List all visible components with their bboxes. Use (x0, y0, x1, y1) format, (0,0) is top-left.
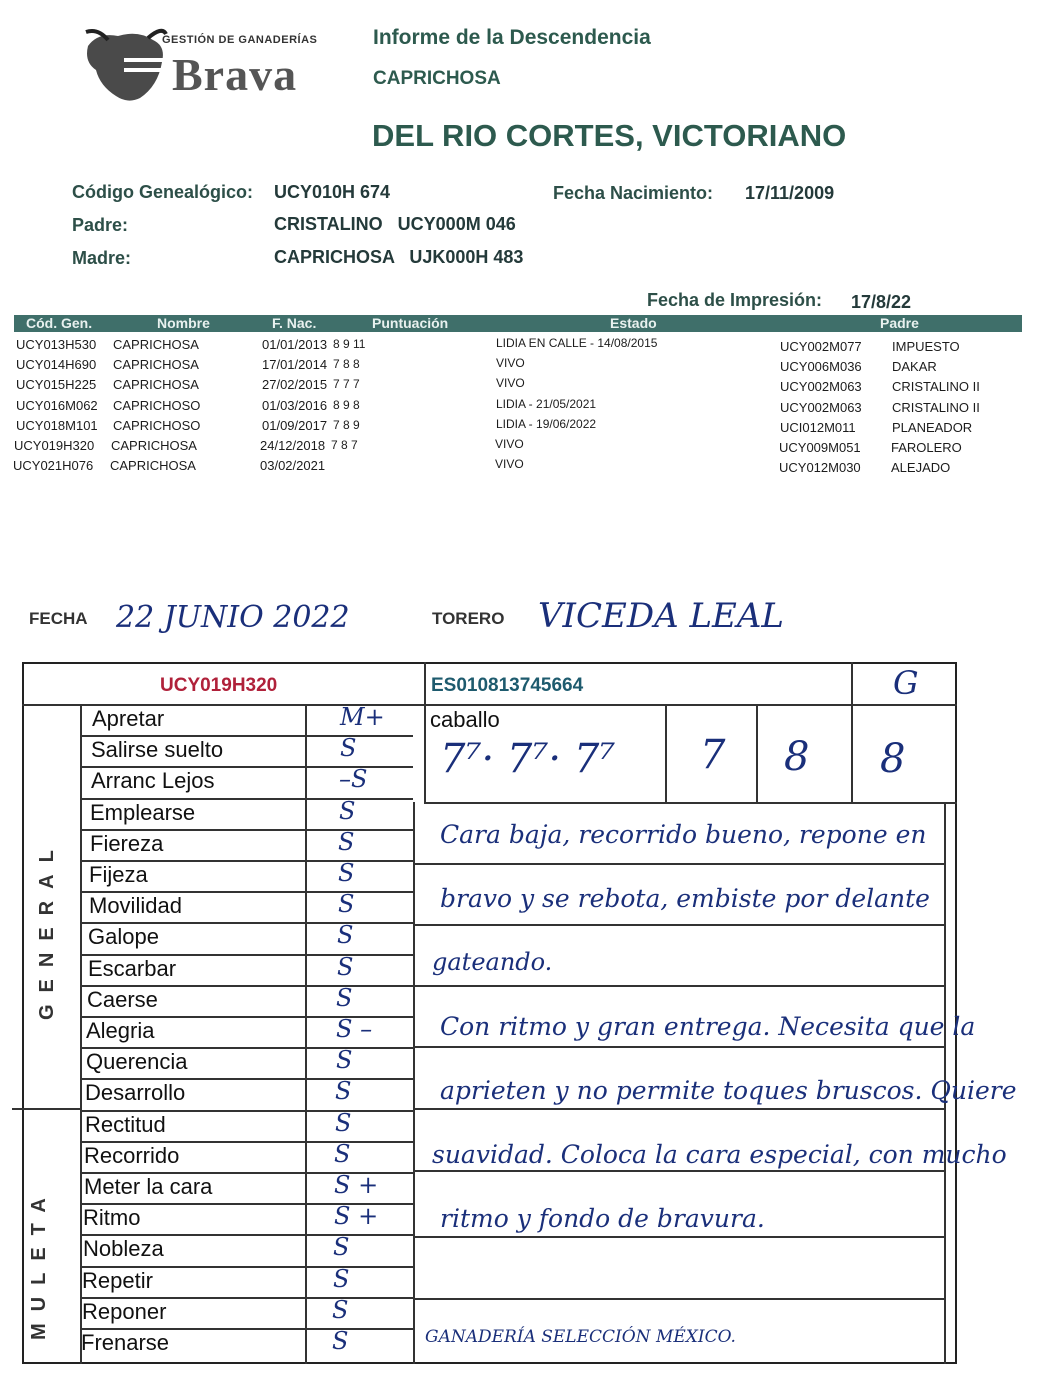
cell-cod: UCY016M062 (16, 398, 98, 413)
fecha-value: 22 JUNIO 2022 (116, 600, 350, 635)
padre-label: Padre: (72, 215, 129, 235)
attribute-mark: S – (336, 1015, 373, 1043)
attribute-mark: S + (334, 1202, 379, 1231)
comment-rule (413, 1170, 945, 1172)
score-2: 8 (784, 734, 810, 780)
cell-padre-cod: UCY002M063 (780, 400, 862, 415)
cell-punt: 7 8 9 (333, 418, 360, 432)
table-row (0, 438, 1040, 458)
attribute-mark: –S (339, 765, 368, 794)
attribute-label: Querencia (86, 1049, 188, 1075)
cell-cod: UCY014H690 (16, 357, 97, 372)
cell-cod: UCY021H076 (13, 458, 94, 473)
attribute-mark: S (335, 1077, 352, 1106)
mark-column-divider (305, 704, 307, 1364)
attribute-label: Galope (88, 924, 159, 950)
attribute-label: Nobleza (83, 1236, 164, 1262)
score-1: 7 (700, 732, 726, 778)
attribute-mark: S (339, 796, 356, 825)
col-fnac: F. Nac. (272, 315, 317, 331)
cell-cod: UCY015H225 (16, 377, 97, 392)
cell-estado: VIVO (496, 356, 525, 370)
attribute-mark: S (332, 1295, 349, 1324)
comment-rule (413, 863, 945, 865)
cell-fnac: 27/02/2015 (262, 377, 328, 392)
cell-nombre: CAPRICHOSA (111, 438, 197, 453)
caballo-value: 7⁷· 7⁷· 7⁷ (440, 736, 616, 782)
padre-value: CRISTALINO UCY000M 046 (274, 214, 516, 234)
impresion-label: Fecha de Impresión: (647, 290, 823, 310)
comment-rule (413, 924, 945, 926)
cell-padre-nombre: IMPUESTO (892, 339, 960, 354)
cell-padre-nombre: DAKAR (892, 359, 937, 374)
codigo-label: Código Genealógico: (72, 182, 254, 202)
cell-fnac: 01/03/2016 (262, 398, 328, 413)
attribute-label: Desarrollo (85, 1080, 186, 1106)
cell-cod: UCY013H530 (16, 337, 97, 352)
fecha-label: FECHA (29, 609, 88, 628)
madre-label: Madre: (72, 248, 132, 268)
attribute-label: Reponer (82, 1298, 167, 1324)
attribute-label: Salirse suelto (91, 737, 224, 763)
cell-fnac: 24/12/2018 (260, 438, 326, 453)
footer-note: GANADERÍA SELECCIÓN MÉXICO. (425, 1327, 736, 1347)
comment-line: gateando. (432, 948, 553, 976)
cell-nombre: CAPRICHOSO (113, 398, 201, 413)
cell-punt: 7 7 7 (333, 377, 360, 391)
comment-rule (413, 1046, 945, 1048)
attribute-label: Repetir (82, 1267, 153, 1293)
table-row (0, 458, 1040, 478)
comment-line: aprieten y no permite toques bruscos. Quiere (440, 1076, 1017, 1105)
attribute-mark: S (336, 1046, 353, 1075)
caballo-label: caballo (430, 707, 500, 732)
table-row (0, 357, 1040, 377)
cell-fnac: 01/01/2013 (262, 337, 328, 352)
attribute-label: Arranc Lejos (91, 768, 215, 794)
cell-padre-nombre: CRISTALINO II (892, 379, 980, 394)
torero-value: VICEDA LEAL (538, 596, 784, 636)
mark-column-right (424, 704, 426, 804)
cell-fnac: 01/09/2017 (262, 418, 328, 433)
cell-padre-cod: UCY002M063 (780, 379, 862, 394)
attribute-label: Emplearse (90, 799, 196, 825)
cell-padre-cod: UCI012M011 (780, 420, 856, 435)
attribute-label: Movilidad (89, 893, 182, 919)
comment-line: suavidad. Coloca la cara especial, con mucho (432, 1140, 1007, 1169)
section-general-label: GENERAL (36, 838, 58, 1020)
cell-punt: 7 8 8 (333, 357, 360, 371)
section-muleta-label: MULETA (28, 1186, 50, 1340)
code-blue: ES010813745664 (431, 675, 584, 696)
cell-nombre: CAPRICHOSO (113, 418, 201, 433)
cell-punt: 8 9 8 (333, 398, 360, 412)
fecha-nac-value: 17/11/2009 (745, 183, 835, 203)
table-row (0, 418, 1040, 438)
comment-rule (413, 1108, 945, 1110)
cell-estado: VIVO (495, 457, 524, 471)
attribute-mark: S (332, 1327, 349, 1355)
attribute-mark: M+ (340, 703, 385, 731)
logo-top-text: GESTIÓN DE GANADERÍAS (162, 34, 318, 46)
attribute-label: Rectitud (85, 1111, 166, 1137)
attribute-mark: S (336, 983, 353, 1012)
cell-nombre: CAPRICHOSA (113, 377, 199, 392)
cell-fnac: 03/02/2021 (260, 458, 326, 473)
cell-padre-cod: UCY009M051 (779, 440, 861, 455)
attribute-mark: S (338, 827, 355, 856)
fecha-nac-label: Fecha Nacimiento: (553, 183, 714, 203)
animal-name: CAPRICHOSA (373, 68, 501, 89)
cell-cod: UCY019H320 (14, 438, 95, 453)
madre-value: CAPRICHOSA UJK000H 483 (274, 247, 524, 267)
comment-line: bravo y se rebota, embiste por delante (440, 884, 930, 913)
col-nombre: Nombre (157, 315, 210, 331)
code-red: UCY019H320 (160, 675, 278, 696)
comment-line: Cara baja, recorrido bueno, repone en (440, 820, 927, 849)
attribute-mark: S (340, 734, 357, 763)
bull-logo-icon (78, 26, 168, 104)
cell-punt: 8 9 11 (333, 337, 366, 351)
col-padre: Padre (880, 315, 919, 331)
cell-nombre: CAPRICHOSA (113, 357, 199, 372)
attribute-mark: S (333, 1264, 350, 1293)
torero-label: TORERO (432, 609, 505, 628)
cell-fnac: 17/01/2014 (262, 357, 328, 372)
table-row (0, 337, 1040, 357)
attribute-label: Alegria (86, 1018, 155, 1043)
logo-main-text: Brava (172, 49, 298, 100)
cell-padre-cod: UCY006M036 (780, 359, 862, 374)
cell-padre-cod: UCY012M030 (779, 460, 861, 475)
cell-nombre: CAPRICHOSA (113, 337, 199, 352)
cell-estado: VIVO (495, 437, 524, 451)
logo (78, 26, 348, 106)
cell-padre-nombre: CRISTALINO II (892, 400, 980, 415)
cell-padre-nombre: ALEJADO (891, 460, 951, 475)
cell-estado: LIDIA EN CALLE - 14/08/2015 (496, 336, 658, 350)
attribute-label: Recorrido (84, 1142, 180, 1168)
comment-rule (413, 1298, 945, 1300)
report-title: Informe de la Descendencia (373, 26, 651, 49)
cell-nombre: CAPRICHOSA (110, 458, 196, 473)
table-header (14, 315, 1022, 332)
comment-line: Con ritmo y gran entrega. Necesita que la (440, 1012, 976, 1041)
grade-mark: G (893, 664, 919, 702)
attribute-label: Ritmo (83, 1205, 141, 1231)
attribute-label: Fiereza (90, 830, 164, 856)
attribute-mark: S (338, 859, 355, 887)
table-row (0, 377, 1040, 397)
comment-line: ritmo y fondo de bravura. (440, 1204, 765, 1233)
cell-estado: LIDIA - 21/05/2021 (496, 397, 597, 411)
impresion-value: 17/8/22 (851, 292, 912, 312)
attribute-mark: S (334, 1139, 351, 1168)
cell-padre-nombre: PLANEADOR (892, 420, 973, 435)
attribute-mark: S + (334, 1171, 379, 1199)
cell-cod: UCY018M101 (16, 418, 98, 433)
attribute-label: Apretar (92, 706, 165, 731)
col-estado: Estado (610, 315, 657, 331)
attribute-label: Meter la cara (84, 1174, 213, 1199)
comment-rule (413, 985, 945, 987)
attribute-label: Escarbar (88, 955, 177, 981)
cell-punt: 7 8 7 (331, 438, 358, 452)
codigo-value: UCY010H 674 (274, 182, 391, 202)
attribute-label: Caerse (87, 986, 158, 1012)
attribute-mark: S (335, 1108, 352, 1137)
comment-rule (413, 1236, 945, 1238)
attribute-mark: S (337, 952, 354, 981)
attribute-mark: S (337, 921, 354, 950)
cell-padre-nombre: FAROLERO (891, 440, 962, 455)
col-puntuacion: Puntuación (372, 315, 449, 331)
attribute-label: Frenarse (81, 1330, 170, 1355)
cell-estado: LIDIA - 19/06/2022 (496, 417, 597, 431)
attribute-mark: S (333, 1233, 350, 1262)
cell-estado: VIVO (496, 376, 525, 390)
breeder-name: DEL RIO CORTES, VICTORIANO (372, 118, 847, 153)
cell-padre-cod: UCY002M077 (780, 339, 862, 354)
table-row (0, 398, 1040, 418)
col-cod: Cód. Gen. (26, 315, 93, 331)
attribute-label: Fijeza (89, 862, 148, 887)
attribute-mark: S (338, 890, 355, 919)
score-3: 8 (880, 736, 906, 782)
